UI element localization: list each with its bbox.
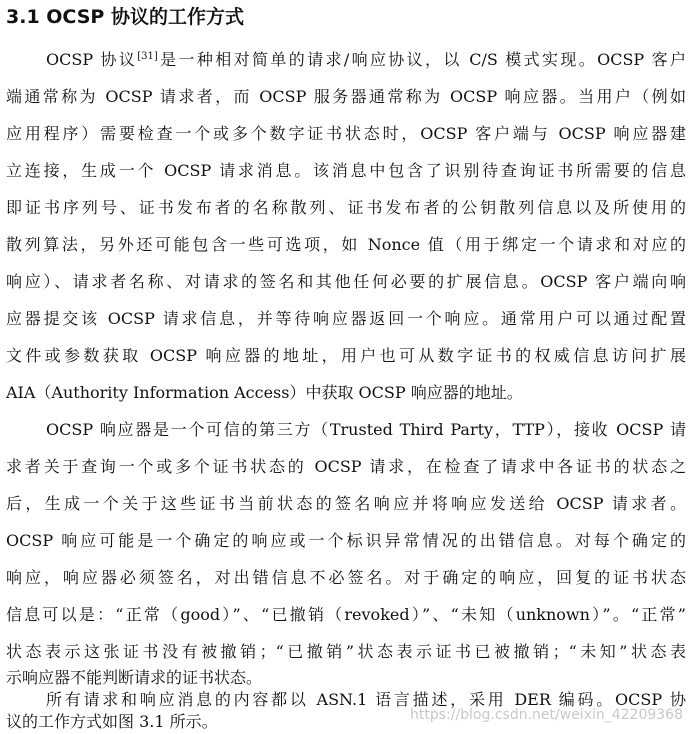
citation-marker: [31]	[137, 51, 158, 62]
paragraph-2-line: OCSP 响应可能是一个确定的响应或一个标识异常情况的出错信息。对每个确定的	[6, 531, 686, 550]
paragraph-3-line: 所有请求和响应消息的内容都以 ASN.1 语言描述，采用 DER 编码。OCSP 协	[46, 690, 686, 709]
paragraph-2-line: OCSP 响应器是一个可信的第三方（Trusted Third Party，TTP），接收 OCSP 请	[46, 420, 686, 439]
paragraph-3-line: 议的工作方式如图 3.1 所示。	[6, 712, 218, 731]
paragraph-1-line: 端通常称为 OCSP 请求者，而 OCSP 服务器通常称为 OCSP 响应器。当用户（例如	[6, 87, 686, 106]
paragraph-1-line: 应用程序）需要检查一个或多个数字证书状态时，OCSP 客户端与 OCSP 响应器建	[6, 124, 686, 143]
paragraph-1-line: 立连接，生成一个 OCSP 请求消息。该消息中包含了识别待查询证书所需要的信息	[6, 161, 686, 180]
paragraph-2-line: 求者关于查询一个或多个证书状态的 OCSP 请求，在检查了请求中各证书的状态之	[6, 457, 686, 476]
paragraph-2-line: 示响应器不能判断请求的证书状态。	[6, 668, 263, 687]
paragraph-1-line: 即证书序列号、证书发布者的名称散列、证书发布者的公钥散列信息以及所使用的	[6, 198, 686, 217]
paragraph-2-line: 后，生成一个关于这些证书当前状态的签名响应并将响应发送给 OCSP 请求者。	[6, 494, 686, 513]
section-heading: 3.1 OCSP 协议的工作方式	[6, 6, 244, 28]
paragraph-1-line: 响应）、请求者名称、对请求的签名和其他任何必要的扩展信息。OCSP 客户端向响	[6, 272, 686, 291]
paragraph-1-line-1	[46, 48, 686, 72]
paragraph-1-line: AIA（Authority Information Access）中获取 OCSP 响应器的地址。	[6, 383, 523, 402]
paragraph-2-line: 状态表示这张证书没有被撤销；“已撤销”状态表示证书已被撤销；“未知”状态表	[6, 642, 686, 661]
paragraph-2-line: 信息可以是：“正常（good）”、“已撤销（revoked）”、“未知（unknown）”。“正常”	[6, 605, 686, 624]
paragraph-1-line: 文件或参数获取 OCSP 响应器的地址，用户也可从数字证书的权威信息访问扩展	[6, 346, 686, 365]
paragraph-1-line: 散列算法，另外还可能包含一些可选项，如 Nonce 值（用于绑定一个请求和对应的	[6, 235, 686, 254]
paragraph-2-line: 响应，响应器必须签名，对出错信息不必签名。对于确定的响应，回复的证书状态	[6, 568, 686, 587]
source-watermark: https://blog.csdn.net/weixin_42209368	[409, 707, 683, 723]
paragraph-1-line: 应器提交该 OCSP 请求信息，并等待响应器返回一个响应。通常用户可以通过配置	[6, 309, 686, 328]
paragraph-1-line-1-post: 是一种相对简单的请求/响应协议，以 C/S 模式实现。OCSP 客户	[157, 50, 686, 69]
paragraph-1-line-1-pre: OCSP 协议	[46, 50, 138, 69]
